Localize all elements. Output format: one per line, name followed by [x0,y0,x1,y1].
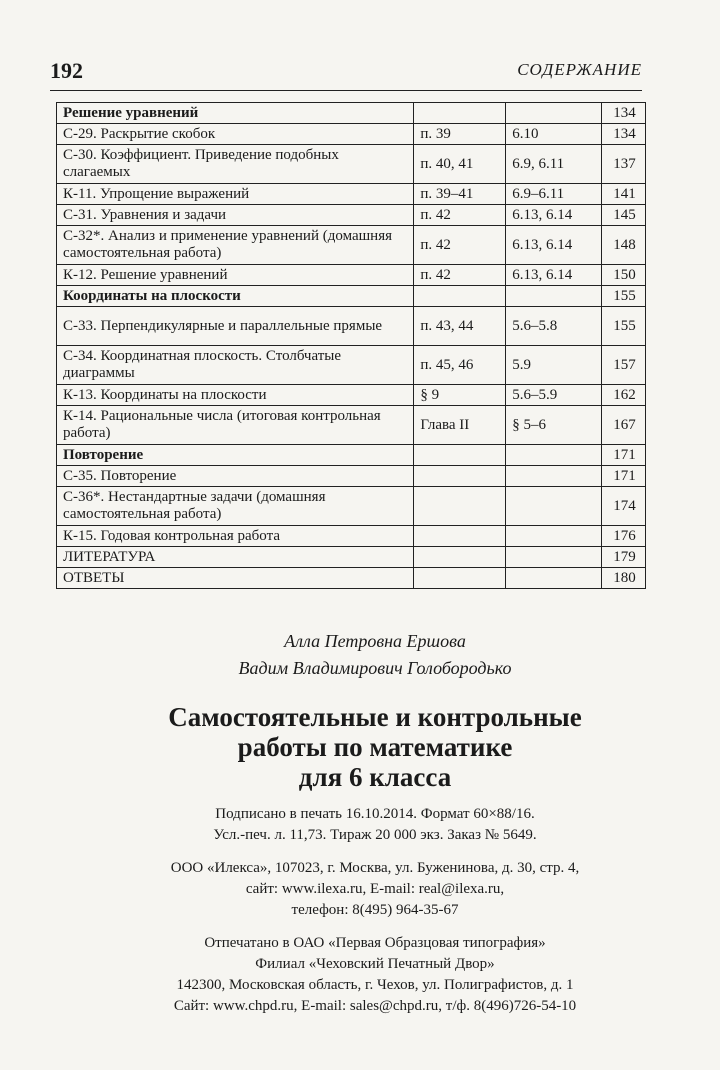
toc-row [57,307,646,346]
toc-title: С-30. Коэффициент. Приведение подобных слагаемых [57,145,414,184]
imprint-print-run: Усл.-печ. л. 11,73. Тираж 20 000 экз. Заказ № 5649. [213,827,537,843]
toc-page: 176 [602,526,646,547]
toc-page: 179 [602,547,646,568]
toc-exercises [506,103,602,124]
toc-para [414,547,506,568]
header-rule [50,90,642,91]
author-name: Вадим Владимирович Голобородько [238,658,512,678]
toc-page: 150 [602,265,646,286]
toc-para: п. 39–41 [414,184,506,205]
toc-title: К-13. Координаты на плоскости [57,385,414,406]
toc-section-title: Повторение [57,445,414,466]
toc-exercises [506,568,602,589]
toc-title: С-32*. Анализ и применение уравнений (домашняя самостоятельная работа) [57,226,414,265]
toc-exercises: 6.9–6.11 [506,184,602,205]
toc-exercises: 6.13, 6.14 [506,205,602,226]
toc-page: 148 [602,226,646,265]
book-title [0,702,720,792]
imprint-printed-at: Отпечатано в ОАО «Первая Образцовая типография» [204,935,546,951]
toc-title: С-31. Уравнения и задачи [57,205,414,226]
toc-row [57,124,646,145]
toc-title: С-33. Перпендикулярные и параллельные прямые [57,307,414,346]
toc-page: 171 [602,445,646,466]
toc-para [414,466,506,487]
toc-exercises: § 5–6 [506,406,602,445]
toc-row [57,487,646,526]
toc-row [57,406,646,445]
imprint [0,804,720,1017]
toc-exercises: 6.13, 6.14 [506,226,602,265]
toc-title: ЛИТЕРАТУРА [57,547,414,568]
toc-para: п. 42 [414,205,506,226]
imprint-branch: Филиал «Чеховский Печатный Двор» [255,956,495,972]
toc-row [57,526,646,547]
toc-exercises [506,526,602,547]
toc-exercises [506,547,602,568]
toc-row [57,346,646,385]
toc-section-title: Решение уравнений [57,103,414,124]
toc-page: 174 [602,487,646,526]
imprint-spacer [30,921,720,933]
toc-exercises [506,286,602,307]
toc-row [57,547,646,568]
toc-para [414,568,506,589]
toc-row [57,226,646,265]
toc-para: п. 45, 46 [414,346,506,385]
toc-page: 134 [602,103,646,124]
imprint-printer-contacts: Сайт: www.chpd.ru, E-mail: sales@chpd.ru, т/ф. 8(496)726-54-10 [173,998,577,1014]
toc-row [57,568,646,589]
toc-table [56,102,646,589]
toc-exercises [506,445,602,466]
author-name: Алла Петровна Ершова [284,631,466,651]
toc-row [57,385,646,406]
toc-title: К-11. Упрощение выражений [57,184,414,205]
toc-title: С-29. Раскрытие скобок [57,124,414,145]
toc-page: 171 [602,466,646,487]
imprint-printer-address: 142300, Московская область, г. Чехов, ул. Полиграфистов, д. 1 [176,977,574,993]
toc-exercises: 5.9 [506,346,602,385]
toc-exercises: 5.6–5.8 [506,307,602,346]
toc-para: п. 43, 44 [414,307,506,346]
toc-para [414,487,506,526]
toc-row [57,145,646,184]
toc-title: К-14. Рациональные числа (итоговая контрольная работа) [57,406,414,445]
toc-exercises [506,466,602,487]
page-number: 192 [50,58,83,83]
toc-page: 157 [602,346,646,385]
toc-title: С-35. Повторение [57,466,414,487]
toc-para: п. 42 [414,226,506,265]
toc-title: ОТВЕТЫ [57,568,414,589]
book-title-line: для 6 класса [298,762,452,792]
toc-row [57,184,646,205]
imprint-publisher: ООО «Илекса», 107023, г. Москва, ул. Буженинова, д. 30, стр. 4, [170,860,580,876]
toc-para: Глава II [414,406,506,445]
book-title-line: Самостоятельные и контрольные [168,702,582,732]
toc-page: 162 [602,385,646,406]
toc-row [57,445,646,466]
toc-exercises: 6.10 [506,124,602,145]
toc-para: п. 40, 41 [414,145,506,184]
toc-row [57,205,646,226]
toc-page: 141 [602,184,646,205]
imprint-publisher-phone: телефон: 8(495) 964-35-67 [291,902,459,918]
toc-exercises: 6.9, 6.11 [506,145,602,184]
toc-para [414,526,506,547]
toc-title: К-15. Годовая контрольная работа [57,526,414,547]
toc-page: 137 [602,145,646,184]
toc-page: 145 [602,205,646,226]
toc-row [57,265,646,286]
toc-para: § 9 [414,385,506,406]
toc-para: п. 42 [414,265,506,286]
toc-page: 155 [602,307,646,346]
book-title-line: работы по математике [237,732,513,762]
toc-row [57,286,646,307]
toc-title: К-12. Решение уравнений [57,265,414,286]
toc-exercises: 5.6–5.9 [506,385,602,406]
imprint-signed: Подписано в печать 16.10.2014. Формат 60×88/16. [215,806,535,822]
toc-title: С-34. Координатная плоскость. Столбчатые диаграммы [57,346,414,385]
imprint-publisher-site: сайт: www.ilexa.ru, E-mail: real@ilexa.ru, [245,881,505,897]
toc-row [57,466,646,487]
toc-page: 134 [602,124,646,145]
toc-exercises [506,487,602,526]
toc-section-title: Координаты на плоскости [57,286,414,307]
toc-para: п. 39 [414,124,506,145]
running-head: СОДЕРЖАНИЕ [517,60,642,79]
toc-page: 155 [602,286,646,307]
toc-exercises: 6.13, 6.14 [506,265,602,286]
imprint-spacer [30,846,720,858]
toc-row [57,103,646,124]
toc-para [414,286,506,307]
toc-page: 167 [602,406,646,445]
toc-title: С-36*. Нестандартные задачи (домашняя самостоятельная работа) [57,487,414,526]
toc-page: 180 [602,568,646,589]
toc-para [414,445,506,466]
toc-para [414,103,506,124]
authors [0,628,720,682]
